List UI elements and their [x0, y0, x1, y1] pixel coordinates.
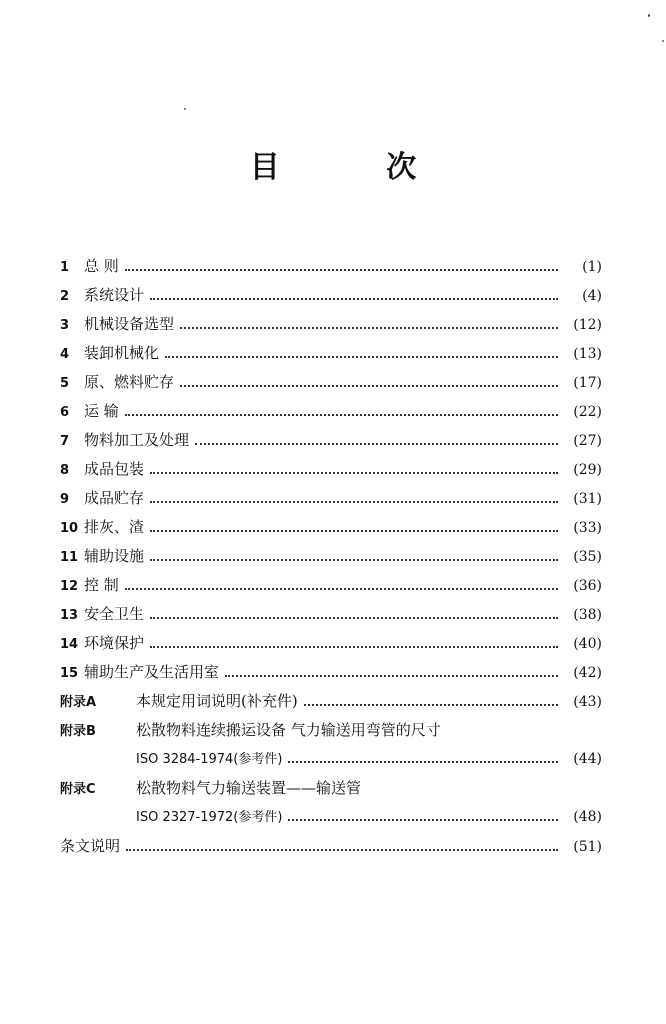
entry-label: 装卸机械化	[84, 344, 160, 362]
toc-entry[interactable]	[60, 281, 602, 310]
toc-entry[interactable]	[60, 426, 602, 455]
entry-label: 成品包装	[84, 460, 145, 478]
entry-page: (12)	[573, 317, 602, 333]
dot-leader	[165, 356, 558, 358]
toc-entry[interactable]	[60, 484, 602, 513]
table-of-contents	[60, 252, 602, 861]
entry-page: (27)	[573, 433, 602, 449]
dot-leader	[288, 819, 558, 821]
toc-appendix-a[interactable]	[60, 687, 602, 716]
scan-speck	[648, 14, 650, 17]
entry-label: 物料加工及处理	[84, 431, 190, 449]
entry-number: 10	[60, 521, 79, 536]
entry-label: 环境保护	[84, 634, 145, 652]
toc-entry[interactable]	[60, 397, 602, 426]
entry-label: 机械设备选型	[84, 315, 175, 333]
dot-leader	[225, 675, 558, 677]
dot-leader	[180, 385, 558, 387]
entry-label: 原、燃料贮存	[84, 373, 175, 391]
entry-page: (31)	[573, 491, 602, 507]
dot-leader	[125, 588, 558, 590]
entry-page: (33)	[573, 520, 602, 536]
entry-page: (29)	[573, 462, 602, 478]
entry-page: (36)	[573, 578, 602, 594]
entry-label: 辅助生产及生活用室	[84, 663, 220, 681]
dot-leader	[125, 414, 558, 416]
dot-leader	[125, 269, 558, 271]
entry-number: 4	[60, 347, 70, 362]
entry-number: 7	[60, 434, 70, 449]
dot-leader	[150, 617, 558, 619]
toc-appendix-b[interactable]	[60, 716, 602, 745]
toc-appendix-b-sub[interactable]	[60, 745, 602, 774]
toc-entry[interactable]	[60, 455, 602, 484]
appendix-number: 附录A	[60, 695, 97, 710]
entry-label: 运 输	[84, 402, 119, 420]
entry-number: 13	[60, 608, 79, 623]
entry-number: 8	[60, 463, 70, 478]
dot-leader	[195, 443, 558, 445]
entry-label: 成品贮存	[84, 489, 145, 507]
entry-page: (42)	[573, 665, 602, 681]
dot-leader	[150, 646, 558, 648]
dot-leader	[150, 298, 558, 300]
dot-leader	[180, 327, 558, 329]
entry-page: (4)	[582, 288, 602, 304]
appendix-number: 附录B	[60, 724, 96, 739]
appendix-standard: ISO 2327-1972(参考件)	[136, 810, 283, 825]
entry-label: 安全卫生	[84, 605, 145, 623]
appendix-label: 松散物料气力输送装置——输送管	[136, 779, 362, 797]
scan-speck	[662, 40, 664, 42]
toc-entry[interactable]	[60, 513, 602, 542]
notes-page: (51)	[573, 839, 602, 855]
entry-number: 5	[60, 376, 70, 391]
toc-entry[interactable]	[60, 252, 602, 281]
entry-number: 2	[60, 289, 70, 304]
entry-page: (13)	[573, 346, 602, 362]
toc-appendix-c-sub[interactable]	[60, 803, 602, 832]
appendix-standard: ISO 3284-1974(参考件)	[136, 752, 283, 767]
entry-number: 15	[60, 666, 79, 681]
toc-notes[interactable]	[60, 832, 602, 861]
dot-leader	[304, 704, 558, 706]
toc-appendix-c[interactable]	[60, 774, 602, 803]
toc-entry[interactable]	[60, 658, 602, 687]
scan-speck	[184, 108, 186, 110]
toc-entry[interactable]	[60, 542, 602, 571]
entry-label: 排灰、渣	[84, 518, 145, 536]
entry-label: 总 则	[84, 257, 119, 275]
entry-number: 1	[60, 260, 70, 275]
entry-number: 6	[60, 405, 70, 420]
entry-number: 14	[60, 637, 79, 652]
appendix-page: (43)	[573, 694, 602, 710]
entry-page: (35)	[573, 549, 602, 565]
entry-page: (22)	[573, 404, 602, 420]
dot-leader	[288, 761, 558, 763]
entry-label: 辅助设施	[84, 547, 145, 565]
dot-leader	[150, 530, 558, 532]
dot-leader	[150, 472, 558, 474]
entry-page: (1)	[582, 259, 602, 275]
entry-label: 系统设计	[84, 286, 145, 304]
appendix-number: 附录C	[60, 782, 96, 797]
toc-entry[interactable]	[60, 571, 602, 600]
notes-label: 条文说明	[60, 837, 121, 855]
appendix-label: 松散物料连续搬运设备 气力输送用弯管的尺寸	[136, 721, 441, 739]
toc-entry[interactable]	[60, 629, 602, 658]
entry-label: 控 制	[84, 576, 119, 594]
entry-page: (38)	[573, 607, 602, 623]
entry-number: 11	[60, 550, 79, 565]
entry-page: (40)	[573, 636, 602, 652]
dot-leader	[126, 849, 558, 851]
dot-leader	[150, 501, 558, 503]
toc-entry[interactable]	[60, 310, 602, 339]
appendix-page: (44)	[573, 751, 602, 767]
entry-page: (17)	[573, 375, 602, 391]
dot-leader	[150, 559, 558, 561]
appendix-label: 本规定用词说明(补充件)	[136, 692, 298, 710]
appendix-page: (48)	[573, 809, 602, 825]
toc-entry[interactable]	[60, 600, 602, 629]
entry-number: 9	[60, 492, 70, 507]
page-title: 目 次	[249, 150, 465, 185]
entry-number: 3	[60, 318, 70, 333]
entry-number: 12	[60, 579, 79, 594]
toc-entry[interactable]	[60, 339, 602, 368]
toc-entry[interactable]	[60, 368, 602, 397]
